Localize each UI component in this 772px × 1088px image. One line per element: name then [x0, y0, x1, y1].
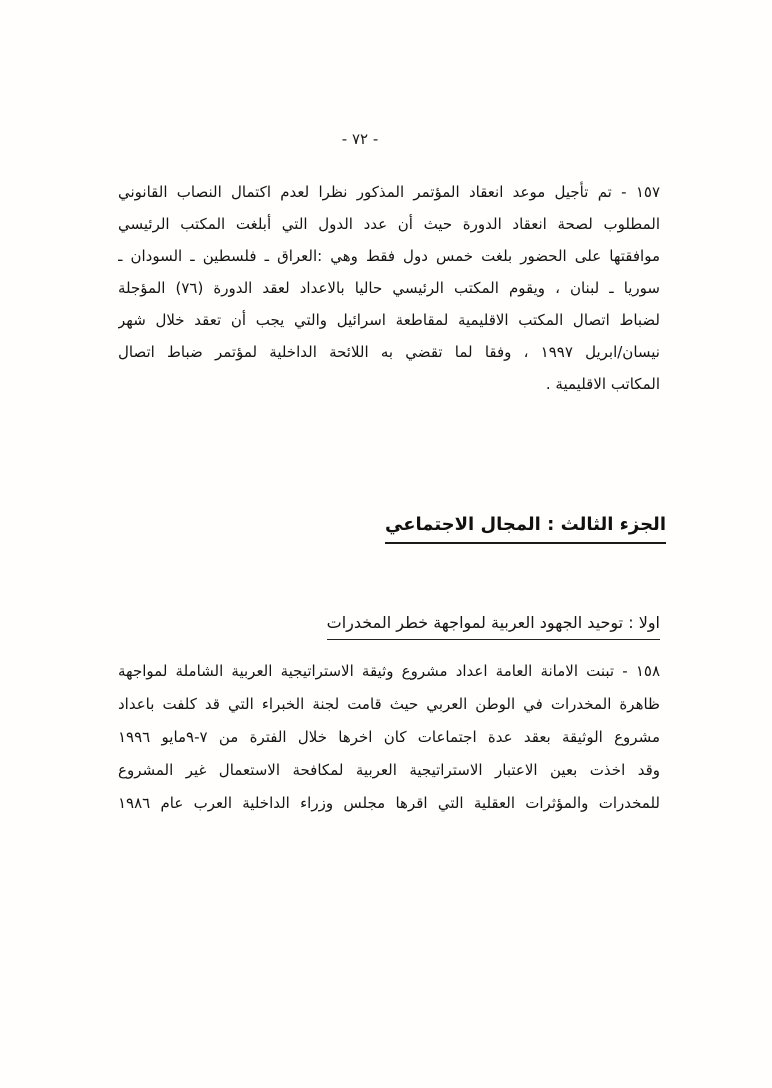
text-line: المطلوب لصحة انعقاد الدورة حيث أن عدد الدول التي أبلغت المكتب الرئيسي — [118, 215, 660, 233]
text-line: ١٥٧ - تم تأجيل موعد انعقاد المؤتمر المذكور نظرا لعدم اكتمال النصاب القانوني — [118, 183, 660, 201]
text-line: للمخدرات والمؤثرات العقلية التي اقرها مجلس وزراء الداخلية العرب عام ١٩٨٦ — [118, 794, 660, 812]
text-line: نيسان/ابريل ١٩٩٧ ، وفقا لما تقضي به اللائحة الداخلية لمؤتمر ضباط اتصال — [118, 343, 660, 361]
text-line: وقد اخذت بعين الاعتبار الاستراتيجية العربية لمكافحة الاستعمال غير المشروع — [118, 761, 660, 779]
text-line: موافقتها على الحضور بلغت خمس دول فقط وهي :العراق ـ فلسطين ـ السودان ـ — [118, 247, 660, 265]
page-number: - ٧٢ - — [341, 130, 379, 148]
text-line: ١٥٨ - تبنت الامانة العامة اعداد مشروع وثيقة الاستراتيجية العربية الشاملة لمواجهة — [118, 662, 660, 680]
paragraph-158 — [118, 655, 660, 820]
text-line: ظاهرة المخدرات في الوطن العربي حيث قامت لجنة الخبراء التي قد كلفت باعداد — [118, 695, 660, 713]
section-heading: الجزء الثالث : المجال الاجتماعي — [385, 512, 666, 544]
text-line: سوريا ـ لبنان ، ويقوم المكتب الرئيسي حاليا بالاعداد لعقد الدورة (٧٦) المؤجلة — [118, 279, 660, 297]
text-line: لضباط اتصال المكتب الاقليمية لمقاطعة اسرائيل والتي يجب أن تعقد خلال شهر — [118, 311, 660, 329]
paragraph-157 — [118, 176, 660, 400]
text-line: المكاتب الاقليمية . — [545, 375, 660, 393]
text-line: مشروع الوثيقة بعقد عدة اجتماعات كان اخرها خلال الفترة من ٧-٩مايو ١٩٩٦ — [118, 728, 660, 746]
subsection-heading: اولا : توحيد الجهود العربية لمواجهة خطر المخدرات — [327, 610, 660, 640]
